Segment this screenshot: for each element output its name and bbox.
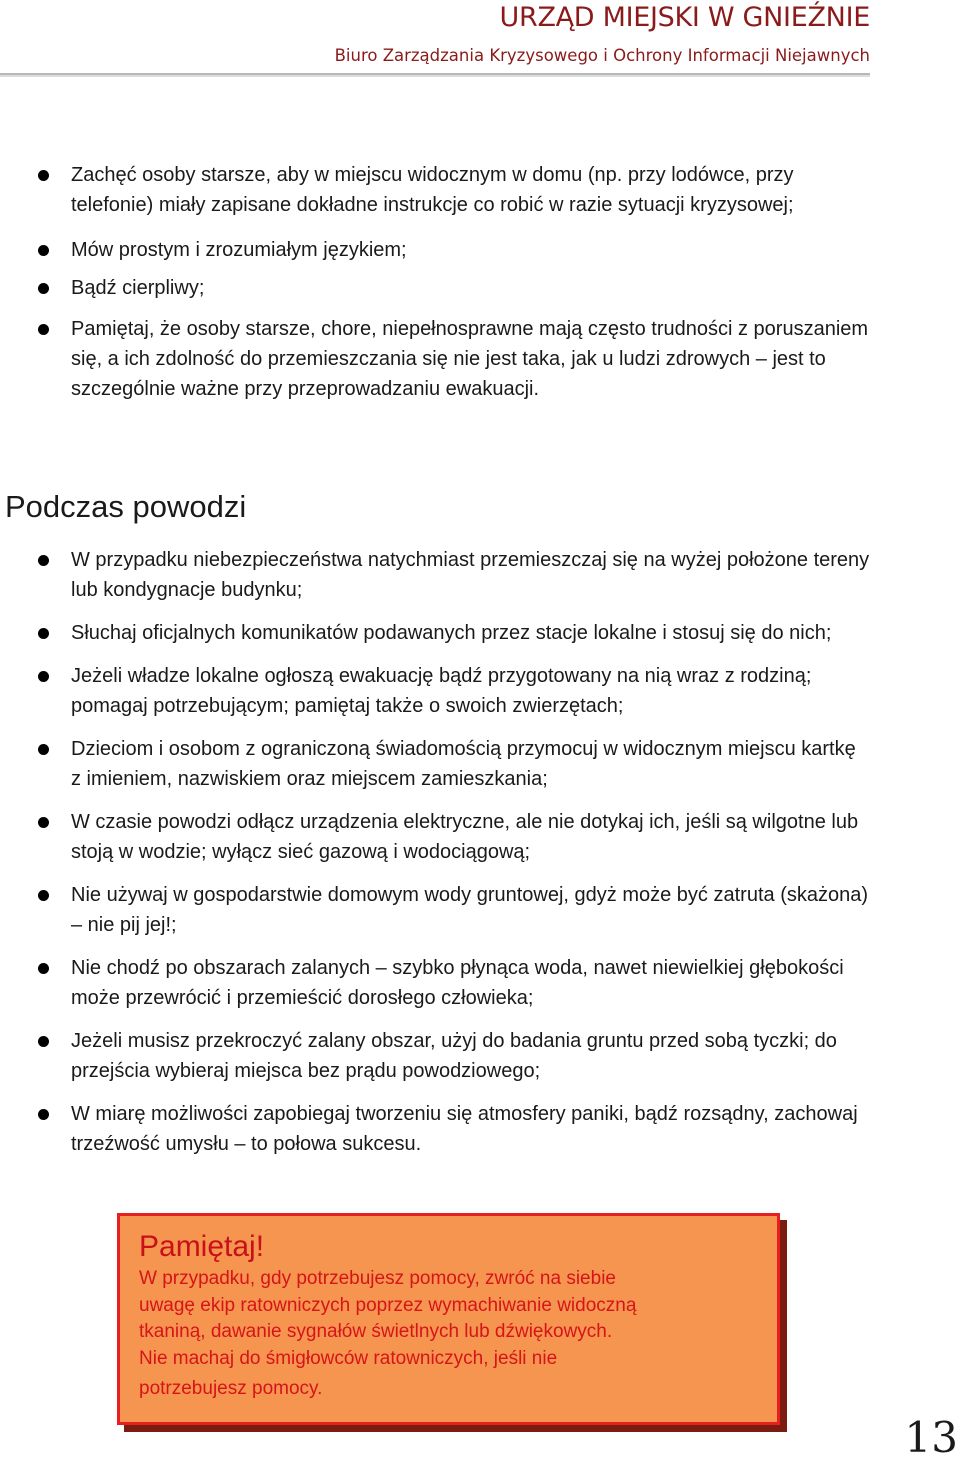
list-item-text: Jeżeli władze lokalne ogłoszą ewakuację bądź przygotowany na nią wraz z rodziną; pomagaj potrzebującym; pamiętaj także o swoich zwierzętach; bbox=[71, 665, 812, 717]
list-item bbox=[0, 661, 871, 721]
bullet-dot-icon bbox=[38, 1109, 49, 1120]
notice-box bbox=[117, 1213, 780, 1425]
list-item bbox=[0, 314, 871, 404]
list-item-text: Jeżeli musisz przekroczyć zalany obszar, użyj do badania gruntu przed sobą tyczki; do przejścia wybieraj miejsca bez prądu powodziowego; bbox=[71, 1030, 837, 1082]
list-item bbox=[0, 880, 871, 940]
notice-line: Nie machaj do śmigłowców ratowniczych, jeśli nie bbox=[139, 1347, 558, 1369]
list-item-text: W przypadku niebezpieczeństwa natychmiast przemieszczaj się na wyżej położone tereny lub kondygnacje budynku; bbox=[71, 549, 870, 601]
bullet-dot-icon bbox=[38, 671, 49, 682]
list-item-text: W miarę możliwości zapobiegaj tworzeniu się atmosfery paniki, bądź rozsądny, zachowaj trzeźwość umysłu – to połowa sukcesu. bbox=[71, 1103, 858, 1155]
bullet-dot-icon bbox=[38, 324, 49, 335]
page-header bbox=[0, 0, 870, 80]
list-item bbox=[0, 160, 871, 220]
bullet-dot-icon bbox=[38, 170, 49, 181]
page-number: 13 bbox=[904, 1413, 958, 1462]
notice-line: tkaniną, dawanie sygnałów świetlnych lub dźwiękowych. bbox=[139, 1321, 613, 1342]
notice-line: W przypadku, gdy potrzebujesz pomocy, zwróć na siebie bbox=[139, 1268, 616, 1289]
list-item bbox=[0, 618, 871, 648]
list-item bbox=[0, 235, 871, 265]
list-item-text: Słuchaj oficjalnych komunikatów podawanych przez stacje lokalne i stosuj się do nich; bbox=[71, 622, 832, 644]
list-item bbox=[0, 273, 871, 303]
list-item-text: Nie używaj w gospodarstwie domowym wody gruntowej, gdyż może być zatruta (skażona) – nie pij jej!; bbox=[71, 884, 869, 936]
list-item bbox=[0, 734, 871, 794]
list-item bbox=[0, 1099, 871, 1159]
list-item-text: Nie chodź po obszarach zalanych – szybko płynąca woda, nawet niewielkiej głębokości może przewrócić i przemieścić dorosłego człowieka; bbox=[71, 957, 844, 1009]
bullet-list-before bbox=[0, 160, 960, 404]
list-item bbox=[0, 1026, 871, 1086]
bullet-dot-icon bbox=[38, 245, 49, 256]
bullet-dot-icon bbox=[38, 890, 49, 901]
bullet-dot-icon bbox=[38, 628, 49, 639]
list-item bbox=[0, 545, 871, 605]
list-item bbox=[0, 953, 871, 1013]
bullet-dot-icon bbox=[38, 744, 49, 755]
list-item bbox=[0, 807, 871, 867]
list-item-text: Zachęć osoby starsze, aby w miejscu widocznym w domu (np. przy lodówce, przy telefonie) miały zapisane dokładne instrukcje co robić w razie sytuacji kryzysowej; bbox=[71, 164, 794, 216]
list-item-text: Pamiętaj, że osoby starsze, chore, niepełnosprawne mają często trudności z poruszaniem się, a ich zdolność do przemieszczania się nie jest taka, jak u ludzi zdrowych – jest to szczególnie ważne przy przeprowadzaniu ewakuacji. bbox=[71, 318, 869, 400]
list-item-text: Dzieciom i osobom z ograniczoną świadomością przymocuj w widocznym miejscu kartkę z imieniem, nazwiskiem oraz miejscem zamieszkania; bbox=[71, 738, 856, 790]
list-item-text: Bądź cierpliwy; bbox=[71, 277, 205, 299]
notice-line: potrzebujesz pomocy. bbox=[139, 1378, 323, 1399]
bullet-dot-icon bbox=[38, 283, 49, 294]
bullet-list-flood bbox=[0, 545, 960, 1172]
bullet-dot-icon bbox=[38, 555, 49, 566]
bullet-dot-icon bbox=[38, 1036, 49, 1047]
header-title: URZĄD MIEJSKI W GNIEŹNIE bbox=[499, 2, 870, 33]
list-item-text: W czasie powodzi odłącz urządzenia elektryczne, ale nie dotykaj ich, jeśli są wilgotne lub stoją w wodzie; wyłącz sieć gazową i wodociągową; bbox=[71, 811, 859, 863]
notice-line: uwagę ekip ratowniczych poprzez wymachiwanie widoczną bbox=[139, 1294, 637, 1316]
notice-title: Pamiętaj! bbox=[139, 1230, 265, 1263]
header-divider bbox=[0, 73, 870, 77]
notice-body bbox=[139, 1266, 759, 1403]
bullet-dot-icon bbox=[38, 817, 49, 828]
section-heading: Podczas powodzi bbox=[5, 489, 247, 524]
header-subtitle: Biuro Zarządzania Kryzysowego i Ochrony Informacji Niejawnych bbox=[334, 46, 870, 65]
bullet-dot-icon bbox=[38, 963, 49, 974]
list-item-text: Mów prostym i zrozumiałym językiem; bbox=[71, 239, 407, 261]
